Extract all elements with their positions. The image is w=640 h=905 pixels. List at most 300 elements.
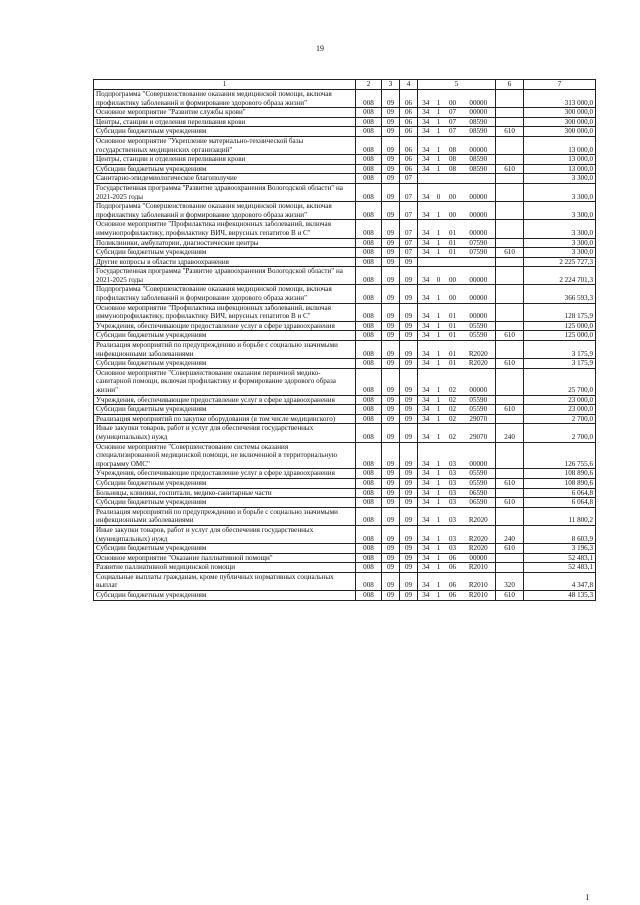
cell-amount: 13 000,0 (524, 155, 596, 165)
cell-activity: 00 (444, 285, 462, 303)
table-row (94, 368, 596, 395)
cell-section: 09 (382, 591, 400, 601)
cell-program: 34 (418, 331, 434, 341)
cell-program: 34 (418, 164, 434, 174)
cell-amount: 300 000,0 (524, 108, 596, 118)
cell-subprogram: 1 (434, 469, 444, 479)
cell-section: 09 (382, 248, 400, 258)
cell-section: 09 (382, 267, 400, 285)
cell-section: 09 (382, 220, 400, 238)
cell-ministry: 008 (356, 563, 382, 573)
cell-subprogram: 1 (434, 591, 444, 601)
table-row (94, 285, 596, 303)
cell-subsection: 07 (400, 220, 418, 238)
cell-program: 34 (418, 202, 434, 220)
cell-amount: 13 000,0 (524, 136, 596, 154)
table-row (94, 544, 596, 554)
cell-subprogram: 1 (434, 202, 444, 220)
cell-activity: 00 (444, 90, 462, 108)
cell-expense-type (496, 395, 524, 405)
cell-program: 34 (418, 368, 434, 395)
cell-amount: 3 300,0 (524, 202, 596, 220)
cell-subsection: 09 (400, 405, 418, 415)
cell-expense-type (496, 321, 524, 331)
table-row (94, 478, 596, 488)
cell-subprogram: 1 (434, 368, 444, 395)
cell-amount: 23 000,0 (524, 395, 596, 405)
cell-expense-type (496, 488, 524, 498)
cell-subsection: 07 (400, 202, 418, 220)
cell-ministry: 008 (356, 257, 382, 267)
cell-subprogram: 1 (434, 553, 444, 563)
cell-name: Государственная программа "Развитие здравоохранения Вологодской области" на 2021-2025 годы (94, 267, 356, 285)
cell-subsection: 07 (400, 174, 418, 184)
cell-subsection: 06 (400, 136, 418, 154)
cell-amount: 52 483,1 (524, 553, 596, 563)
cell-subprogram: 1 (434, 478, 444, 488)
cell-expense-type: 610 (496, 164, 524, 174)
cell-activity: 01 (444, 321, 462, 331)
cell-expense-type (496, 108, 524, 118)
cell-direction: 00000 (462, 285, 496, 303)
table-row (94, 267, 596, 285)
cell-expense-type (496, 174, 524, 184)
cell-section: 09 (382, 424, 400, 442)
cell-subsection: 09 (400, 368, 418, 395)
cell-program: 34 (418, 544, 434, 554)
cell-amount: 2 700,0 (524, 414, 596, 424)
cell-section: 09 (382, 469, 400, 479)
table-row (94, 127, 596, 137)
cell-direction: 00000 (462, 303, 496, 321)
cell-subsection: 09 (400, 488, 418, 498)
cell-subsection: 09 (400, 591, 418, 601)
cell-subsection: 09 (400, 321, 418, 331)
cell-subprogram: 1 (434, 544, 444, 554)
cell-subsection: 09 (400, 553, 418, 563)
cell-subsection: 09 (400, 395, 418, 405)
cell-amount: 4 347,8 (524, 572, 596, 590)
table-row (94, 257, 596, 267)
cell-section: 09 (382, 303, 400, 321)
table-row (94, 183, 596, 201)
cell-section: 09 (382, 183, 400, 201)
page-number: 19 (316, 44, 324, 53)
cell-program (418, 174, 434, 184)
cell-subsection: 09 (400, 572, 418, 590)
cell-subsection: 06 (400, 127, 418, 137)
cell-subprogram: 1 (434, 507, 444, 525)
cell-name: Субсидии бюджетным учреждениям (94, 478, 356, 488)
cell-expense-type (496, 238, 524, 248)
cell-direction: 08590 (462, 164, 496, 174)
cell-section: 09 (382, 572, 400, 590)
table-row (94, 238, 596, 248)
header-col-5: 5 (418, 80, 496, 90)
cell-direction: R2010 (462, 563, 496, 573)
cell-subsection: 07 (400, 248, 418, 258)
cell-activity: 01 (444, 331, 462, 341)
cell-name: Санитарно-эпидемиологическое благополучие (94, 174, 356, 184)
cell-section: 09 (382, 202, 400, 220)
cell-name: Центры, станции и отделения переливания крови (94, 117, 356, 127)
cell-direction: 00000 (462, 108, 496, 118)
cell-program: 34 (418, 220, 434, 238)
table-row (94, 488, 596, 498)
cell-direction: 00000 (462, 442, 496, 469)
table-row (94, 359, 596, 369)
cell-amount: 13 000,0 (524, 164, 596, 174)
cell-ministry: 008 (356, 341, 382, 359)
cell-name: Основное мероприятие "Профилактика инфекционных заболеваний, включая иммунопрофилактику, профилактику ВИЧ, вирусных гепатитов В и С" (94, 220, 356, 238)
cell-name: Другие вопросы в области здравоохранения (94, 257, 356, 267)
cell-subsection: 09 (400, 498, 418, 508)
cell-name: Субсидии бюджетным учреждениям (94, 359, 356, 369)
table-row (94, 108, 596, 118)
cell-section: 09 (382, 331, 400, 341)
cell-name: Субсидии бюджетным учреждениям (94, 127, 356, 137)
cell-subsection: 06 (400, 90, 418, 108)
cell-direction: 05590 (462, 395, 496, 405)
cell-expense-type (496, 507, 524, 525)
cell-amount: 8 603,9 (524, 525, 596, 543)
header-row (94, 80, 596, 90)
cell-expense-type (496, 469, 524, 479)
cell-activity: 01 (444, 248, 462, 258)
cell-ministry: 008 (356, 238, 382, 248)
header-col-7: 7 (524, 80, 596, 90)
cell-program: 34 (418, 525, 434, 543)
cell-amount: 3 300,0 (524, 183, 596, 201)
cell-activity: 03 (444, 442, 462, 469)
cell-name: Субсидии бюджетным учреждениям (94, 405, 356, 415)
cell-name: Реализация мероприятий по закупке оборудования (в том числе медицинского) (94, 414, 356, 424)
cell-expense-type (496, 563, 524, 573)
cell-program: 34 (418, 553, 434, 563)
cell-name: Субсидии бюджетным учреждениям (94, 591, 356, 601)
cell-subprogram: 1 (434, 359, 444, 369)
cell-direction: R2020 (462, 359, 496, 369)
cell-subsection: 06 (400, 117, 418, 127)
cell-ministry: 008 (356, 591, 382, 601)
cell-subprogram: 1 (434, 488, 444, 498)
cell-ministry: 008 (356, 572, 382, 590)
cell-section: 09 (382, 108, 400, 118)
cell-subsection: 09 (400, 341, 418, 359)
cell-direction: R2020 (462, 341, 496, 359)
table-row (94, 90, 596, 108)
cell-ministry: 008 (356, 442, 382, 469)
table-row (94, 202, 596, 220)
cell-amount: 11 800,2 (524, 507, 596, 525)
cell-amount: 300 000,0 (524, 117, 596, 127)
cell-activity: 00 (444, 267, 462, 285)
cell-direction: 05590 (462, 321, 496, 331)
cell-section: 09 (382, 563, 400, 573)
cell-name: Субсидии бюджетным учреждениям (94, 544, 356, 554)
cell-expense-type (496, 136, 524, 154)
cell-subsection: 06 (400, 155, 418, 165)
cell-direction: 00000 (462, 183, 496, 201)
cell-ministry: 008 (356, 183, 382, 201)
cell-subsection: 09 (400, 414, 418, 424)
cell-activity: 02 (444, 405, 462, 415)
cell-activity: 00 (444, 183, 462, 201)
cell-ministry: 008 (356, 488, 382, 498)
cell-direction: 00000 (462, 368, 496, 395)
cell-name: Развитие паллиативной медицинской помощи (94, 563, 356, 573)
cell-direction: 00000 (462, 202, 496, 220)
cell-subsection: 09 (400, 359, 418, 369)
cell-name: Основное мероприятие "Совершенствование оказания первичной медико-санитарной помощи, включая профилактику и формирование здорового образа жизни" (94, 368, 356, 395)
table-row (94, 442, 596, 469)
cell-section: 09 (382, 117, 400, 127)
cell-subprogram: 1 (434, 285, 444, 303)
cell-subsection: 09 (400, 267, 418, 285)
cell-amount: 3 300,0 (524, 238, 596, 248)
cell-expense-type (496, 303, 524, 321)
cell-expense-type (496, 267, 524, 285)
cell-amount: 126 755,6 (524, 442, 596, 469)
table-row (94, 117, 596, 127)
cell-subprogram: 1 (434, 331, 444, 341)
cell-program: 34 (418, 507, 434, 525)
cell-expense-type (496, 442, 524, 469)
cell-expense-type (496, 202, 524, 220)
cell-direction: R2020 (462, 507, 496, 525)
table-row (94, 591, 596, 601)
cell-direction: 05590 (462, 478, 496, 488)
cell-subsection: 07 (400, 183, 418, 201)
cell-subprogram: 1 (434, 136, 444, 154)
cell-section: 09 (382, 257, 400, 267)
cell-ministry: 008 (356, 553, 382, 563)
cell-program: 34 (418, 155, 434, 165)
cell-direction: R2010 (462, 591, 496, 601)
cell-ministry: 008 (356, 424, 382, 442)
cell-ministry: 008 (356, 155, 382, 165)
header-col-3: 3 (382, 80, 400, 90)
cell-direction: 06590 (462, 488, 496, 498)
cell-subsection: 09 (400, 525, 418, 543)
cell-ministry: 008 (356, 267, 382, 285)
cell-subprogram: 1 (434, 525, 444, 543)
cell-expense-type: 610 (496, 359, 524, 369)
cell-activity: 01 (444, 359, 462, 369)
cell-section: 09 (382, 341, 400, 359)
cell-expense-type (496, 341, 524, 359)
cell-subprogram: 1 (434, 405, 444, 415)
header-col-6: 6 (496, 80, 524, 90)
cell-name: Поликлиники, амбулатории, диагностические центры (94, 238, 356, 248)
cell-subsection: 09 (400, 257, 418, 267)
cell-amount: 3 175,9 (524, 341, 596, 359)
cell-expense-type (496, 155, 524, 165)
cell-direction: 07590 (462, 238, 496, 248)
cell-program: 34 (418, 572, 434, 590)
cell-section: 09 (382, 395, 400, 405)
cell-expense-type: 240 (496, 424, 524, 442)
cell-activity (444, 257, 462, 267)
cell-activity: 07 (444, 127, 462, 137)
cell-name: Иные закупки товаров, работ и услуг для обеспечения государственных (муниципальных) нужд (94, 525, 356, 543)
cell-name: Социальные выплаты гражданам, кроме публичных нормативных социальных выплат (94, 572, 356, 590)
cell-program: 34 (418, 108, 434, 118)
cell-subprogram: 1 (434, 424, 444, 442)
cell-subprogram: 1 (434, 238, 444, 248)
cell-ministry: 008 (356, 414, 382, 424)
cell-direction: R2020 (462, 544, 496, 554)
cell-activity: 03 (444, 525, 462, 543)
cell-activity: 08 (444, 155, 462, 165)
cell-name: Субсидии бюджетным учреждениям (94, 331, 356, 341)
cell-expense-type (496, 183, 524, 201)
cell-subsection: 09 (400, 285, 418, 303)
cell-ministry: 008 (356, 321, 382, 331)
cell-direction: 08590 (462, 127, 496, 137)
cell-activity: 08 (444, 164, 462, 174)
cell-subprogram: 1 (434, 90, 444, 108)
table-row (94, 405, 596, 415)
cell-activity (444, 174, 462, 184)
cell-amount: 108 890,6 (524, 478, 596, 488)
cell-section: 09 (382, 478, 400, 488)
cell-program: 34 (418, 395, 434, 405)
cell-subprogram: 1 (434, 108, 444, 118)
cell-program (418, 257, 434, 267)
cell-activity: 03 (444, 544, 462, 554)
cell-direction: 00000 (462, 553, 496, 563)
cell-direction: 00000 (462, 267, 496, 285)
cell-section: 09 (382, 368, 400, 395)
cell-expense-type: 610 (496, 405, 524, 415)
table-row (94, 155, 596, 165)
cell-direction: 29070 (462, 424, 496, 442)
cell-subprogram: 1 (434, 341, 444, 359)
cell-activity: 08 (444, 136, 462, 154)
cell-amount: 2 224 701,3 (524, 267, 596, 285)
cell-amount: 2 700,0 (524, 424, 596, 442)
cell-program: 34 (418, 414, 434, 424)
table-row (94, 498, 596, 508)
cell-section: 09 (382, 553, 400, 563)
cell-name: Иные закупки товаров, работ и услуг для обеспечения государственных (муниципальных) нужд (94, 424, 356, 442)
cell-ministry: 008 (356, 108, 382, 118)
table-row (94, 303, 596, 321)
cell-section: 09 (382, 136, 400, 154)
cell-program: 34 (418, 267, 434, 285)
table-row (94, 395, 596, 405)
cell-program: 34 (418, 117, 434, 127)
cell-ministry: 008 (356, 478, 382, 488)
cell-expense-type: 610 (496, 498, 524, 508)
cell-section: 09 (382, 498, 400, 508)
cell-expense-type: 610 (496, 331, 524, 341)
cell-name: Основное мероприятие "Совершенствование системы оказания специализированной медицинской помощи, не включенной в территориальную программу ОМС" (94, 442, 356, 469)
cell-section: 09 (382, 321, 400, 331)
cell-subprogram: 1 (434, 395, 444, 405)
cell-ministry: 008 (356, 248, 382, 258)
table-row (94, 553, 596, 563)
table-row (94, 525, 596, 543)
cell-section: 09 (382, 238, 400, 248)
cell-direction: 06590 (462, 498, 496, 508)
cell-subprogram: 1 (434, 572, 444, 590)
table-row (94, 321, 596, 331)
cell-name: Подпрограмма "Совершенствование оказания медицинской помощи, включая профилактику заболеваний и формирование здорового образа жизни" (94, 285, 356, 303)
cell-name: Государственная программа "Развитие здравоохранения Вологодской области" на 2021-2025 годы (94, 183, 356, 201)
cell-program: 34 (418, 285, 434, 303)
cell-section: 09 (382, 442, 400, 469)
cell-subprogram: 1 (434, 442, 444, 469)
table-row (94, 424, 596, 442)
budget-table (93, 79, 596, 601)
cell-amount: 6 064,8 (524, 498, 596, 508)
cell-section: 09 (382, 285, 400, 303)
cell-ministry: 008 (356, 136, 382, 154)
cell-program: 34 (418, 488, 434, 498)
cell-program: 34 (418, 303, 434, 321)
cell-program: 34 (418, 127, 434, 137)
cell-amount: 313 000,0 (524, 90, 596, 108)
cell-direction: 00000 (462, 136, 496, 154)
cell-name: Центры, станции и отделения переливания крови (94, 155, 356, 165)
cell-ministry: 008 (356, 220, 382, 238)
cell-activity: 07 (444, 117, 462, 127)
cell-subsection: 06 (400, 108, 418, 118)
cell-activity: 02 (444, 414, 462, 424)
cell-subsection: 09 (400, 544, 418, 554)
cell-subprogram: 1 (434, 414, 444, 424)
cell-section: 09 (382, 488, 400, 498)
cell-ministry: 008 (356, 90, 382, 108)
cell-amount: 3 300,0 (524, 248, 596, 258)
cell-subsection: 09 (400, 469, 418, 479)
cell-ministry: 008 (356, 507, 382, 525)
cell-direction (462, 257, 496, 267)
cell-subprogram (434, 257, 444, 267)
cell-expense-type (496, 368, 524, 395)
cell-activity: 02 (444, 424, 462, 442)
cell-program: 34 (418, 469, 434, 479)
cell-activity: 00 (444, 202, 462, 220)
table-row (94, 164, 596, 174)
cell-activity: 01 (444, 341, 462, 359)
cell-program: 34 (418, 563, 434, 573)
cell-expense-type: 240 (496, 525, 524, 543)
cell-ministry: 008 (356, 525, 382, 543)
cell-direction: 29070 (462, 414, 496, 424)
footer-mark: I (586, 893, 589, 902)
header-col-4: 4 (400, 80, 418, 90)
table-row (94, 563, 596, 573)
cell-activity: 03 (444, 488, 462, 498)
cell-amount: 6 064,8 (524, 488, 596, 498)
table-row (94, 341, 596, 359)
cell-expense-type: 610 (496, 127, 524, 137)
cell-amount: 3 300,0 (524, 174, 596, 184)
cell-direction: R2020 (462, 525, 496, 543)
cell-subprogram: 1 (434, 321, 444, 331)
cell-activity: 02 (444, 395, 462, 405)
cell-ministry: 008 (356, 359, 382, 369)
cell-ministry: 008 (356, 331, 382, 341)
cell-program: 34 (418, 90, 434, 108)
table-row (94, 174, 596, 184)
cell-ministry: 008 (356, 164, 382, 174)
cell-direction: 05590 (462, 469, 496, 479)
cell-amount: 125 000,0 (524, 331, 596, 341)
